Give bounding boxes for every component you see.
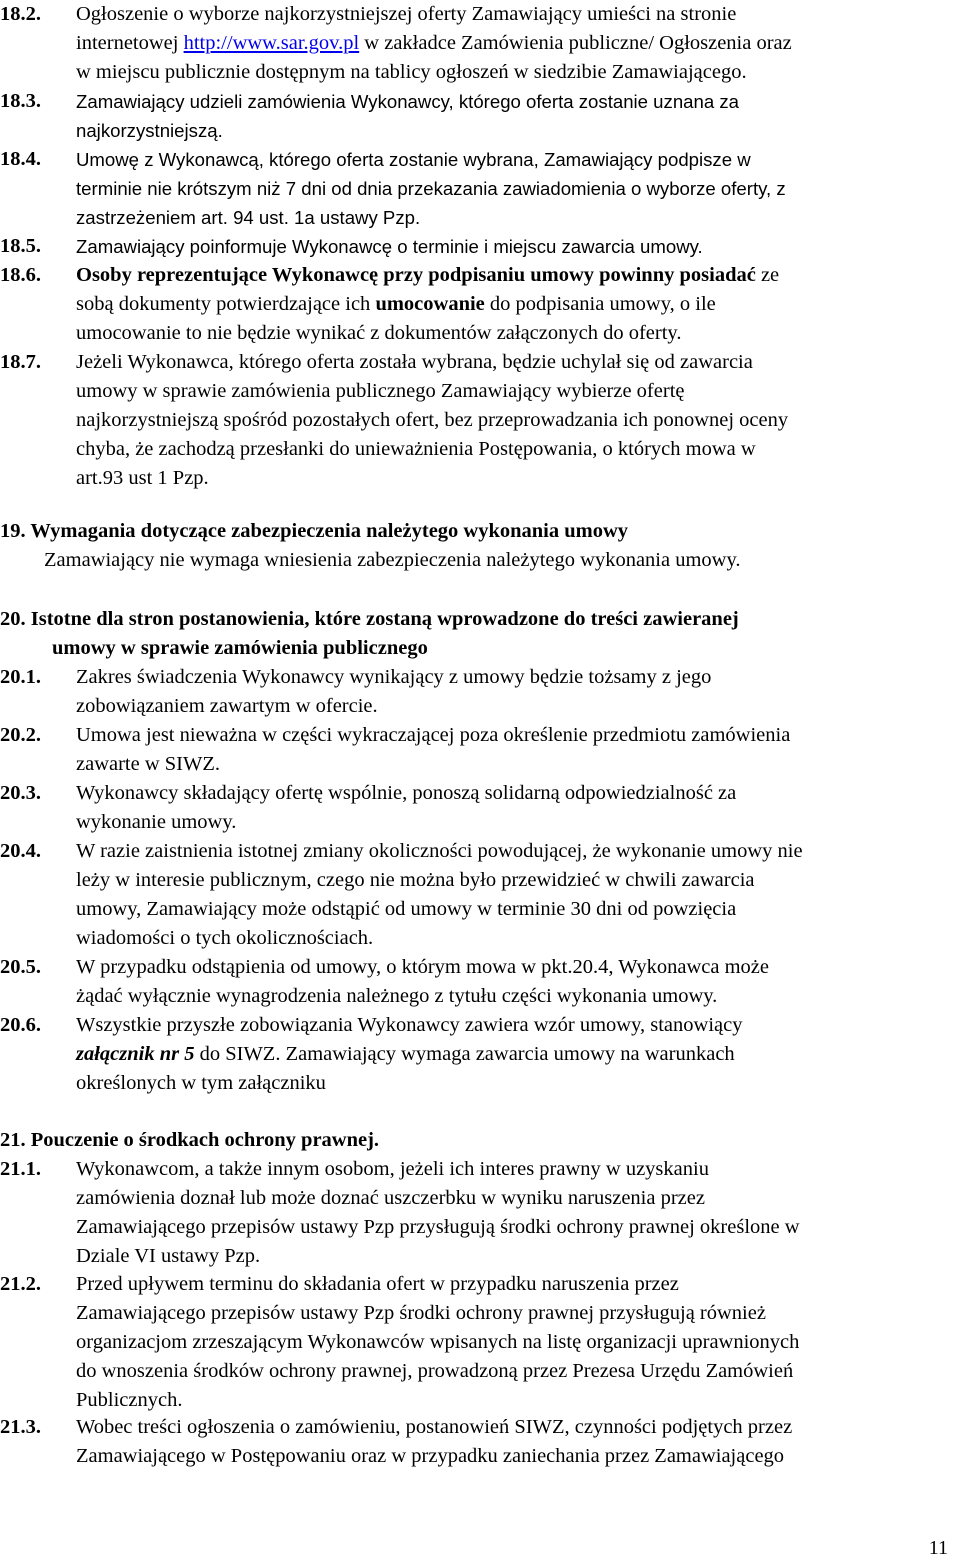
paragraph-line: umocowanie to nie będzie wynikać z dokumentów załączonych do oferty.: [76, 322, 682, 344]
paragraph-line: żądać wyłącznie wynagrodzenia należnego z tytułu części wykonania umowy.: [76, 985, 718, 1007]
paragraph-line: Zamawiający poinformuje Wykonawcę o terminie i miejscu zawarcia umowy.: [76, 236, 703, 257]
section-21-heading: 21. Pouczenie o środkach ochrony prawnej.: [0, 1129, 380, 1151]
paragraph-line: Umowę z Wykonawcą, którego oferta zostanie wybrana, Zamawiający podpisze w: [76, 149, 751, 170]
paragraph-line: umowy, Zamawiający może odstąpić od umowy w terminie 30 dni od powzięcia: [76, 898, 737, 920]
paragraph-line: Wykonawcom, a także innym osobom, jeżeli ich interes prawny w uzyskaniu: [76, 1158, 709, 1180]
paragraph-line: określonych w tym załączniku: [76, 1072, 326, 1094]
paragraph-line: Wykonawcy składający ofertę wspólnie, ponoszą solidarną odpowiedzialność za: [76, 782, 737, 804]
section-number: 18.4.: [0, 148, 41, 170]
section-19-heading: 19. Wymagania dotyczące zabezpieczenia należytego wykonania umowy: [0, 520, 629, 542]
paragraph-line: najkorzystniejszą spośród pozostałych ofert, bez przeprowadzania ich ponownej oceny: [76, 409, 789, 431]
paragraph-line: najkorzystniejszą.: [76, 120, 223, 141]
paragraph-line: wiadomości o tych okolicznościach.: [76, 927, 374, 949]
section-number: 21.3.: [0, 1416, 41, 1438]
paragraph-line: Zamawiającego przepisów ustawy Pzp przysługują środki ochrony prawnej określone w: [76, 1216, 800, 1238]
text: do podpisania umowy, o ile: [484, 293, 716, 315]
section-number: 20.3.: [0, 782, 41, 804]
section-number: 18.7.: [0, 351, 41, 373]
text: do SIWZ. Zamawiający wymaga zawarcia umowy na warunkach: [194, 1043, 735, 1065]
paragraph-line: chyba, że zachodzą przesłanki do unieważnienia Postępowania, o których mowa w: [76, 438, 756, 460]
paragraph-line: W przypadku odstąpienia od umowy, o którym mowa w pkt.20.4, Wykonawca może: [76, 956, 769, 978]
text: sobą dokumenty potwierdzające ich: [76, 293, 376, 315]
paragraph-line: terminie nie krótszym niż 7 dni od dnia przekazania zawiadomienia o wyborze oferty, z: [76, 178, 786, 199]
paragraph-line: [76, 1040, 735, 1069]
section-number: 20.5.: [0, 956, 41, 978]
section-number: 20.4.: [0, 840, 41, 862]
paragraph-line: [76, 29, 792, 58]
section-20-heading: 20. Istotne dla stron postanowienia, które zostaną wprowadzone do treści zawieranej: [0, 608, 739, 630]
paragraph-line: do wnoszenia środków ochrony prawnej, prowadzoną przez Prezesa Urzędu Zamówień: [76, 1360, 794, 1382]
paragraph-line: Zamawiającego przepisów ustawy Pzp środki ochrony prawnej przysługują również: [76, 1302, 766, 1324]
paragraph-line: [76, 261, 779, 290]
paragraph-line: organizacjom zrzeszającym Wykonawców wpisanych na listę organizacji uprawnionych: [76, 1331, 800, 1353]
paragraph-line: zobowiązaniem zawartym w ofercie.: [76, 695, 378, 717]
paragraph-line: zawarte w SIWZ.: [76, 753, 221, 775]
paragraph-line: umowy w sprawie zamówienia publicznego Zamawiający wybierze ofertę: [76, 380, 685, 402]
section-20-heading-cont: umowy w sprawie zamówienia publicznego: [52, 637, 428, 659]
section-number: 21.2.: [0, 1273, 41, 1295]
paragraph-line: wykonanie umowy.: [76, 811, 237, 833]
paragraph-line: Ogłoszenie o wyborze najkorzystniejszej oferty Zamawiający umieści na stronie: [76, 3, 737, 25]
text: ze: [755, 264, 780, 286]
paragraph-line: [76, 290, 716, 319]
paragraph-line: Jeżeli Wykonawca, którego oferta została wybrana, będzie uchylał się od zawarcia: [76, 351, 753, 373]
paragraph-line: Umowa jest nieważna w części wykraczającej poza określenie przedmiotu zamówienia: [76, 724, 791, 746]
website-link[interactable]: http://www.sar.gov.pl: [183, 32, 360, 54]
section-number: 21.1.: [0, 1158, 41, 1180]
section-19-text: Zamawiający nie wymaga wniesienia zabezpieczenia należytego wykonania umowy.: [44, 549, 741, 571]
paragraph-line: Zamawiający udzieli zamówienia Wykonawcy, którego oferta zostanie uznana za: [76, 91, 739, 112]
section-number: 20.6.: [0, 1014, 41, 1036]
section-number: 18.3.: [0, 90, 41, 112]
paragraph-line: Zakres świadczenia Wykonawcy wynikający z umowy będzie tożsamy z jego: [76, 666, 712, 688]
section-number: 20.1.: [0, 666, 41, 688]
section-number: 18.6.: [0, 264, 41, 286]
paragraph-line: Zamawiającego w Postępowaniu oraz w przypadku zaniechania przez Zamawiającego: [76, 1445, 785, 1467]
paragraph-line: Publicznych.: [76, 1389, 183, 1411]
paragraph-line: zastrzeżeniem art. 94 ust. 1a ustawy Pzp.: [76, 207, 421, 228]
paragraph-line: Wobec treści ogłoszenia o zamówieniu, postanowień SIWZ, czynności podjętych przez: [76, 1416, 793, 1438]
bold-italic-text: załącznik nr 5: [76, 1043, 195, 1065]
text: internetowej: [76, 32, 184, 54]
paragraph-line: w miejscu publicznie dostępnym na tablicy ogłoszeń w siedzibie Zamawiającego.: [76, 61, 747, 83]
paragraph-line: leży w interesie publicznym, czego nie można było przewidzieć w chwili zawarcia: [76, 869, 755, 891]
page-number: 11: [928, 1537, 948, 1559]
section-number: 18.2.: [0, 3, 41, 25]
bold-text: umocowanie: [375, 293, 485, 315]
paragraph-line: Przed upływem terminu do składania ofert w przypadku naruszenia przez: [76, 1273, 679, 1295]
paragraph-line: zamówienia doznał lub może doznać uszczerbku w wyniku naruszenia przez: [76, 1187, 705, 1209]
text: w zakładce Zamówienia publiczne/ Ogłoszenia oraz: [359, 32, 792, 54]
paragraph-line: art.93 ust 1 Pzp.: [76, 467, 209, 489]
paragraph-line: Wszystkie przyszłe zobowiązania Wykonawcy zawiera wzór umowy, stanowiący: [76, 1014, 743, 1036]
section-number: 20.2.: [0, 724, 41, 746]
bold-text: Osoby reprezentujące Wykonawcę przy podpisaniu umowy powinny posiadać: [76, 264, 756, 286]
paragraph-line: Dziale VI ustawy Pzp.: [76, 1245, 261, 1267]
paragraph-line: W razie zaistnienia istotnej zmiany okoliczności powodującej, że wykonanie umowy nie: [76, 840, 803, 862]
section-number: 18.5.: [0, 235, 41, 257]
